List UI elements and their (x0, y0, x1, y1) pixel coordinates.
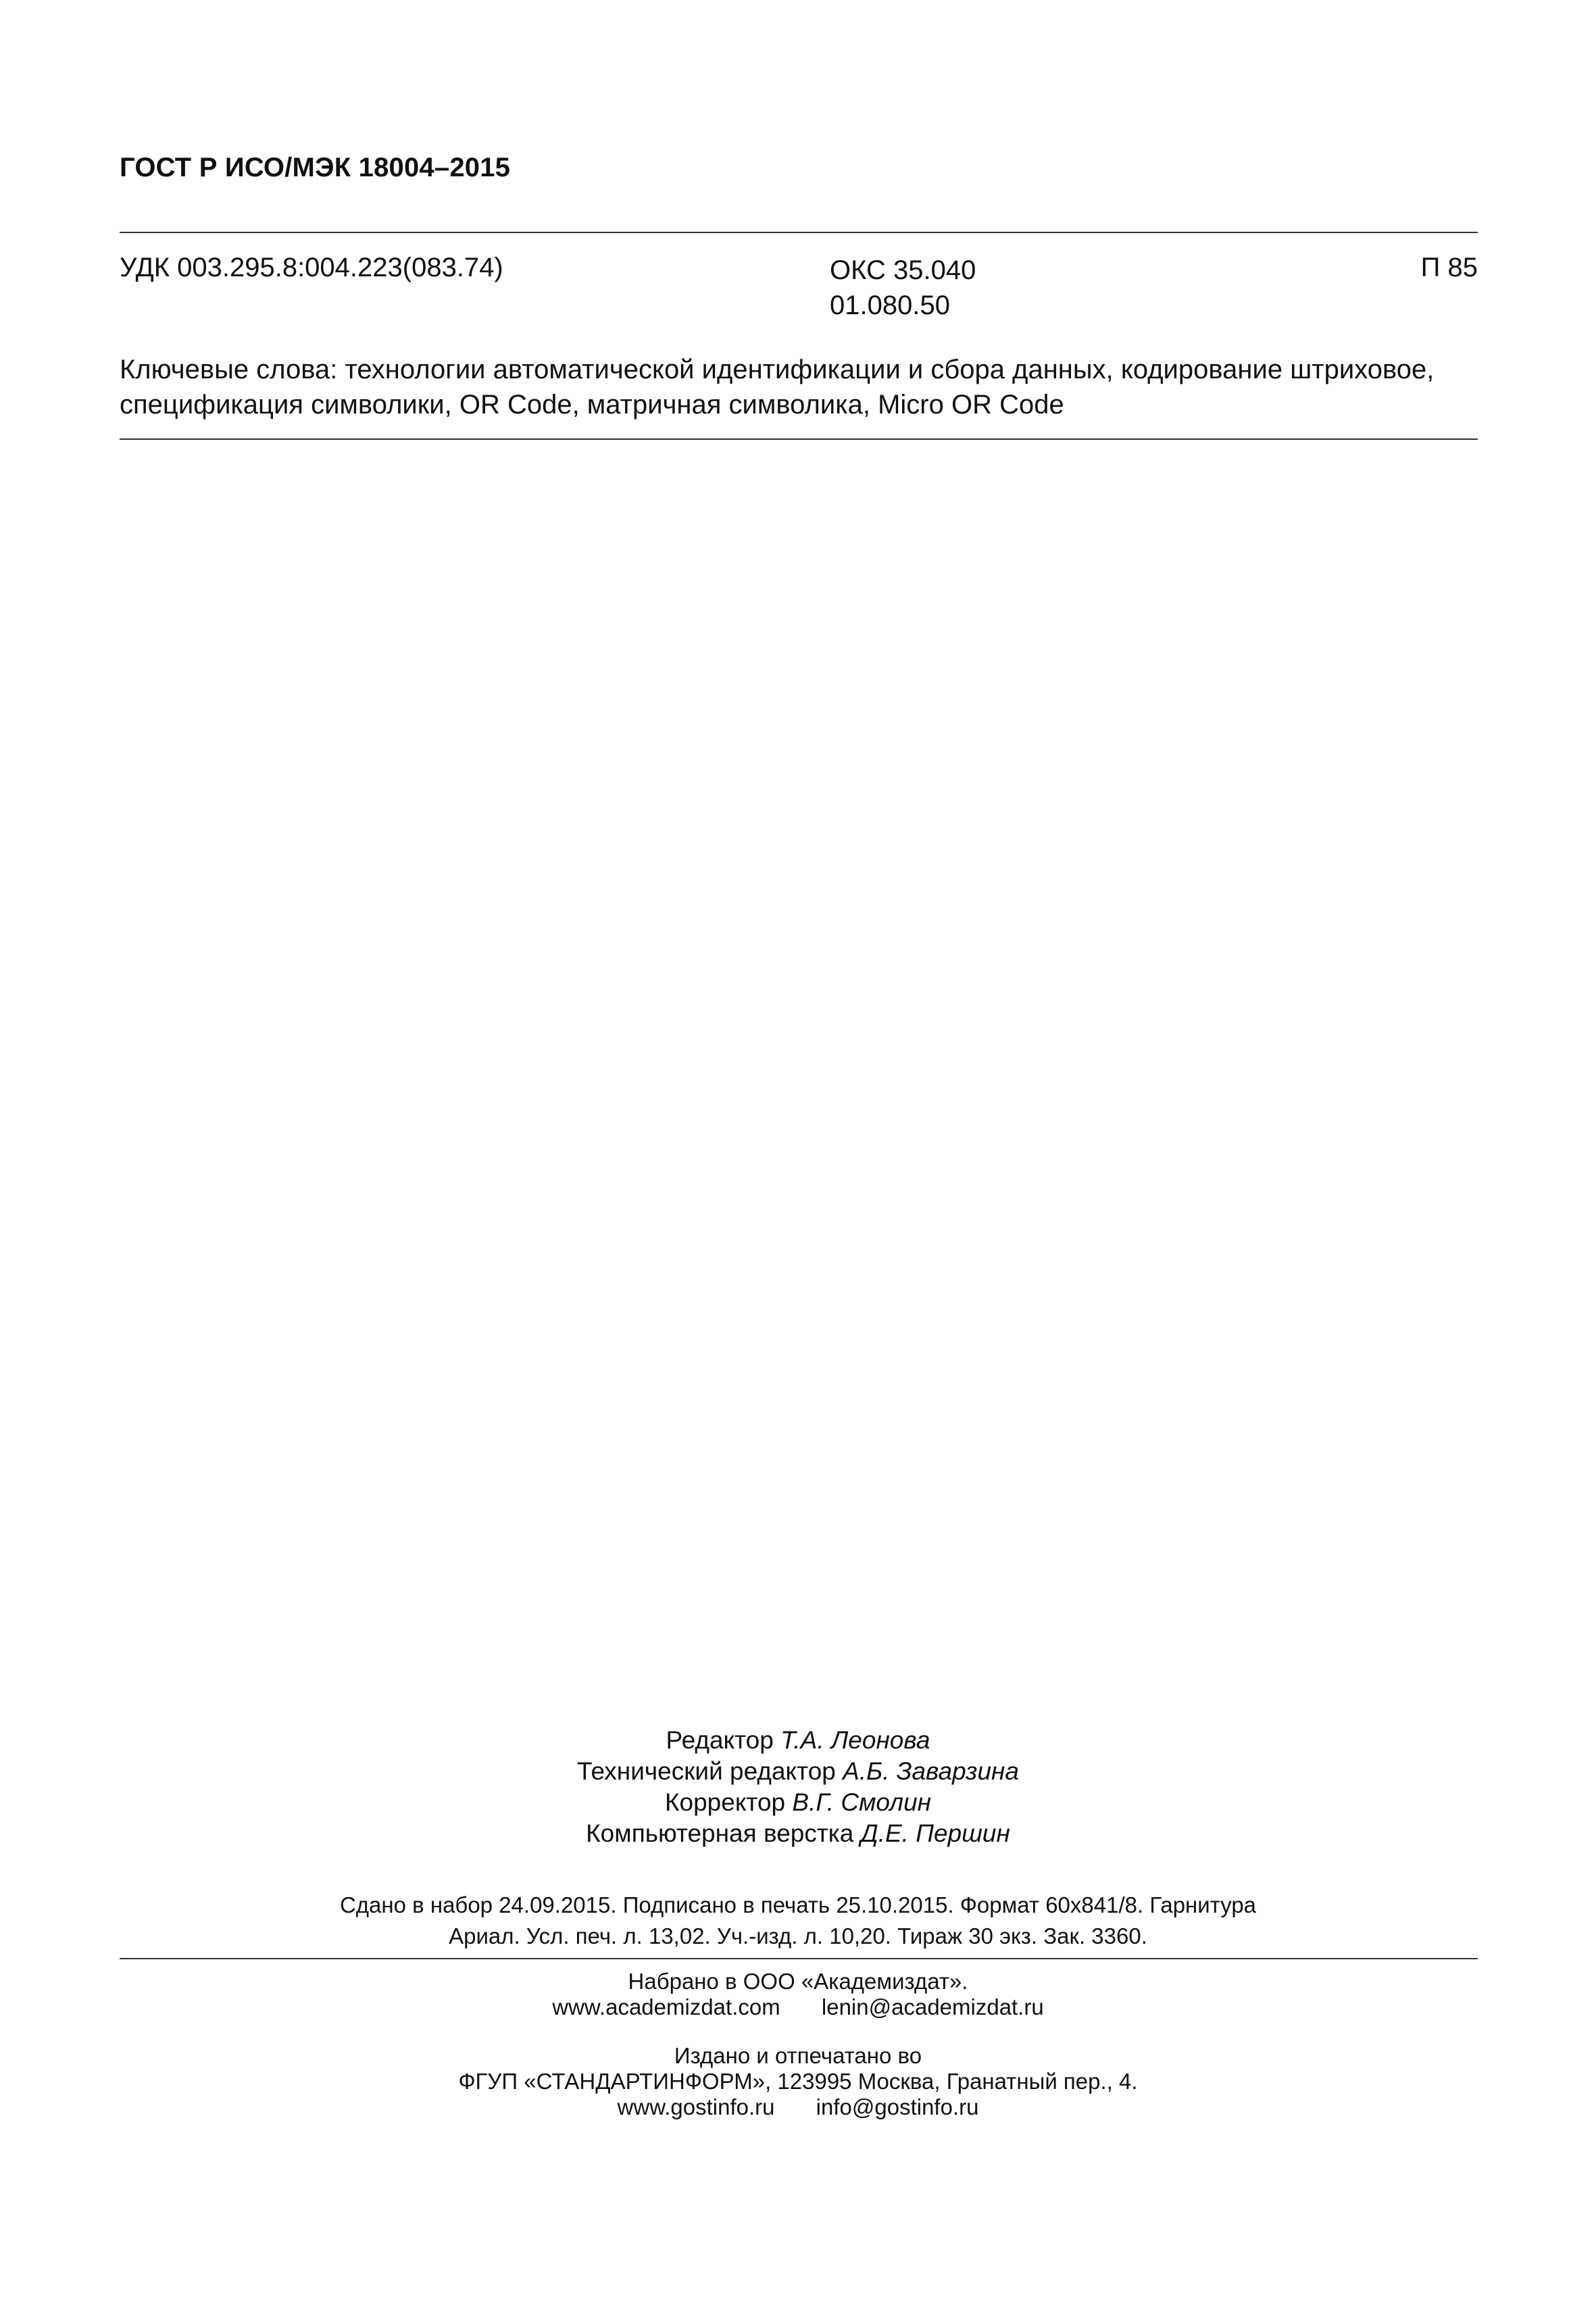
credit-person: В.Г. Смолин (792, 1788, 932, 1816)
credit-proofreader (0, 1787, 1596, 1818)
credit-person: Т.А. Леонова (780, 1726, 930, 1754)
credit-technical-editor (0, 1756, 1596, 1787)
credit-editor (0, 1725, 1596, 1756)
divider-top (120, 232, 1478, 233)
typeset-website-link[interactable]: www.academizdat.com (552, 1994, 780, 2019)
credits-block (0, 1725, 1596, 1849)
udk-code: УДК 003.295.8:004.223(083.74) (120, 253, 503, 282)
credit-layout (0, 1818, 1596, 1849)
publisher-email-link[interactable]: info@gostinfo.ru (816, 2094, 979, 2119)
keywords-line-2: спецификация символики, OR Code, матричная символика, Micro OR Code (120, 390, 1064, 420)
divider-keywords (120, 438, 1478, 440)
publisher-line-2: ФГУП «СТАНДАРТИНФОРМ», 123995 Москва, Гранатный пер., 4. (458, 2069, 1138, 2094)
credit-role: Технический редактор (577, 1757, 836, 1785)
oks-codes (830, 253, 976, 323)
typeset-block (0, 1969, 1596, 2020)
credit-role: Корректор (664, 1788, 786, 1816)
keywords-block (120, 352, 1479, 422)
oks-code-primary: ОКС 35.040 (830, 255, 976, 285)
keywords-line-1: Ключевые слова: технологии автоматической идентификации и сбора данных, кодирование штриховое, (120, 355, 1435, 384)
credit-person: А.Б. Заварзина (843, 1757, 1019, 1785)
typeset-line: Набрано в ООО «Академиздат». (628, 1969, 968, 1994)
print-info-line-2: Ариал. Усл. печ. л. 13,02. Уч.-изд. л. 10,20. Тираж 30 экз. Зак. 3360. (449, 1923, 1147, 1948)
divider-imprint (120, 1958, 1478, 1959)
credit-role: Компьютерная верстка (586, 1819, 854, 1847)
print-info-line-1: Сдано в набор 24.09.2015. Подписано в печать 25.10.2015. Формат 60х841/8. Гарнитура (339, 1892, 1257, 1917)
publisher-links (0, 2094, 1596, 2120)
oks-code-secondary: 01.080.50 (830, 291, 950, 320)
document-title: ГОСТ Р ИСО/МЭК 18004–2015 (120, 153, 511, 182)
typeset-email-link[interactable]: lenin@academizdat.ru (821, 1994, 1044, 2019)
p-code: П 85 (1420, 253, 1478, 282)
credit-person: Д.Е. Першин (860, 1819, 1010, 1847)
typeset-links (0, 1994, 1596, 2020)
publisher-website-link[interactable]: www.gostinfo.ru (617, 2094, 775, 2119)
print-info-block (0, 1890, 1596, 1952)
publisher-block (0, 2043, 1596, 2120)
credit-role: Редактор (666, 1726, 774, 1754)
publisher-line-1: Издано и отпечатано во (674, 2043, 922, 2068)
